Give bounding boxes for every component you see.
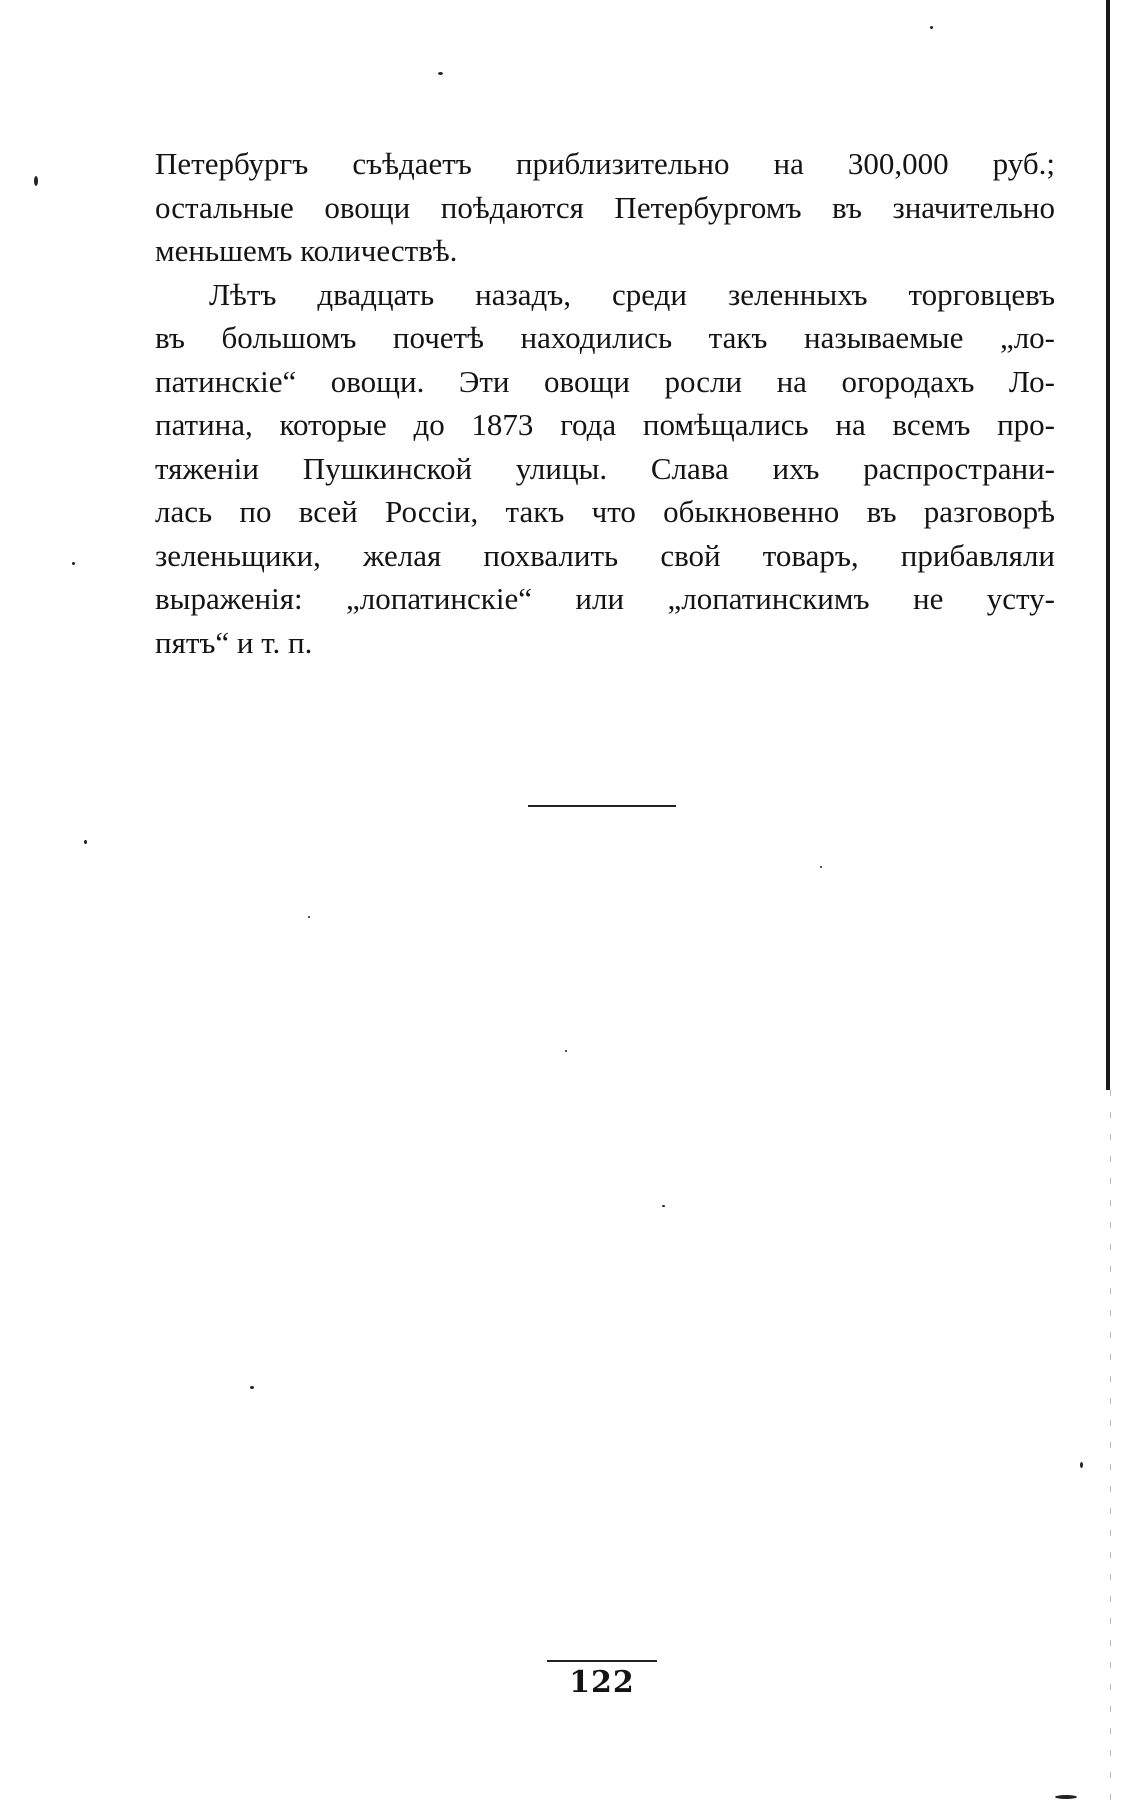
scan-speck <box>250 1386 254 1389</box>
text-line: въ большомъ почетѣ находились такъ называемые „ло- <box>155 320 1055 355</box>
scan-speck <box>565 1050 567 1052</box>
scan-speck <box>34 176 38 186</box>
scan-speck <box>820 866 822 868</box>
text-line: патинскіе“ овощи. Эти овощи росли на огородахъ Ло- <box>155 363 1055 399</box>
scan-speck <box>308 916 310 918</box>
text-line: остальные овощи поѣдаются Петербургомъ въ значительно <box>155 189 1055 225</box>
text-line: Лѣтъ двадцать назадъ, среди зеленныхъ торговцевъ <box>209 276 1055 312</box>
scan-speck <box>662 1205 665 1207</box>
text-line: пятъ“ и т. п. <box>155 624 313 660</box>
scan-speck <box>84 840 87 844</box>
scan-speck <box>930 26 933 29</box>
text-line: меньшемъ количествѣ. <box>155 233 458 268</box>
text-line: тяженіи Пушкинской улицы. Слава ихъ распространи- <box>155 450 1055 486</box>
section-divider <box>528 805 676 807</box>
scan-speck <box>72 562 75 565</box>
page-number: 122 <box>569 1665 635 1700</box>
paragraph-1 <box>155 142 1055 273</box>
scan-speck <box>1080 1462 1083 1468</box>
text-line: Петербургъ съѣдаетъ приблизительно на 300,000 руб.; <box>155 146 1055 181</box>
text-line: патина, которые до 1873 года помѣщались на всемъ про- <box>155 407 1055 442</box>
scan-speck <box>438 72 443 75</box>
page-edge-faint <box>1110 1090 1111 1807</box>
paragraph-2 <box>155 273 1055 665</box>
text-line: выраженія: „лопатинскіе“ или „лопатинскимъ не усту- <box>155 581 1055 616</box>
text-line: зеленьщики, желая похвалить свой товаръ, прибавляли <box>155 537 1055 573</box>
page-edge-shadow <box>1106 0 1110 1090</box>
page-number-rule <box>547 1660 657 1662</box>
scan-speck <box>1055 1795 1077 1799</box>
body-text <box>155 142 1055 664</box>
text-line: лась по всей Россіи, такъ что обыкновенно въ разговорѣ <box>155 494 1055 529</box>
